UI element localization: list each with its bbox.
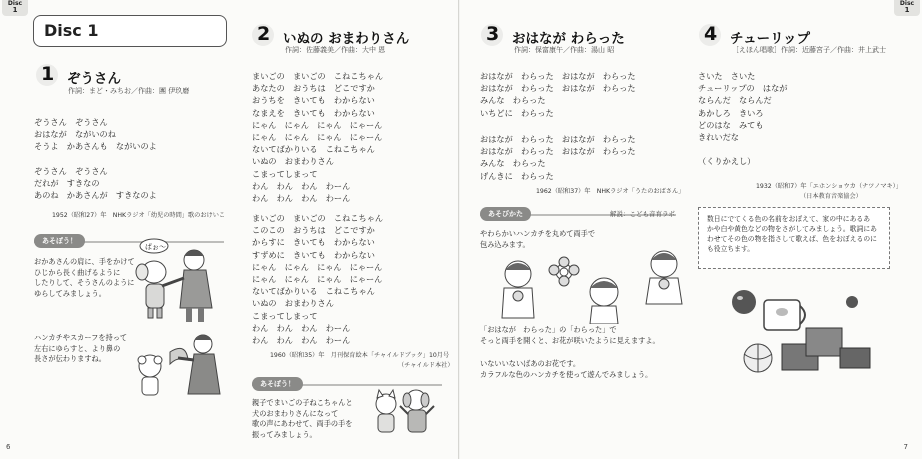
song-lyrics: さいた さいた チューリップの はなが ならんだ ならんだ あかしろ きいろ どのはな みても きれいだな （くりかえし） bbox=[698, 71, 788, 167]
song-number: 4 bbox=[704, 23, 718, 45]
elephant-parent-illustration bbox=[132, 238, 227, 326]
activity-text: 親子でまいごの子ねこちゃんと 犬のおまわりさんになって 歌の声にあわせて、両手の手を 振ってみましょう。 bbox=[252, 398, 353, 439]
asobo-label: あそぼう！ bbox=[34, 234, 85, 248]
song-note: 1962（昭和37）年 NHKラジオ「うたのおばさん」 bbox=[536, 188, 685, 195]
song-title: ぞうさん bbox=[67, 71, 121, 87]
song-credit: 作詞：保富康午／作曲：湯山 昭 bbox=[514, 46, 615, 54]
song-title: おはなが わらった bbox=[512, 31, 625, 47]
song-number: 1 bbox=[41, 63, 55, 85]
disc-title: Disc 1 bbox=[44, 21, 99, 40]
song-lyrics: ぞうさん ぞうさん おはなが ながいのね そうよ かあさんも ながいのよ ぞうさん ぞうさん だれが すきなの あのね かあさんが すきなのよ bbox=[34, 117, 157, 201]
right-page bbox=[460, 0, 922, 459]
activity-text: ハンカチやスカーフを持って 左右にゆらすと、より鼻の 長さが伝わりますね。 bbox=[34, 333, 128, 364]
asobo-label: あそぼう！ bbox=[252, 377, 303, 391]
asobo-label: あそびかた bbox=[480, 207, 531, 221]
activity-text: 数日にでてくる色の名前をおぼえて、家の中にあるあ かや白や黄色などの物をさがしてみましょう。歌詞にあ わせてその色の物を指さして歌えば、色をおぼえるのに も役立ちます。 bbox=[707, 215, 877, 253]
song-title: チューリップ bbox=[730, 31, 811, 47]
disc-tab-number: 1 bbox=[904, 6, 910, 14]
disc-tab-right bbox=[894, 0, 920, 16]
activity-text: 「おはなが わらった」の「わらった」で そっと両手を開くと、お花が咲いたように見えますよ。 bbox=[480, 325, 660, 345]
song-note: 1960（昭和35）年 月刊保育絵本「チャイルドブック」10月号 bbox=[270, 352, 450, 359]
song-lyrics: おはなが わらった おはなが わらった おはなが わらった おはなが わらった みんな わらった いちどに わらった bbox=[480, 71, 636, 118]
disc-tab-label: Disc bbox=[7, 0, 23, 7]
song-lyrics: まいごの まいごの こねこちゃん このこの おうちは どこですか からすに きいても わからない すずめに きいても わからない にゃん にゃん にゃん にゃーん にゃん にゃん にゃん にゃーん ないてばかりいる こねこちゃん いぬの おまわりさん こまってしまって わん わん わん わーん わん わん わん わーん bbox=[252, 213, 384, 346]
cat-dog-illustration bbox=[368, 386, 438, 444]
song-note: 1952（昭和27）年 NHKラジオ「幼児の時間」歌のおけいこ bbox=[52, 212, 226, 219]
page-number: 6 bbox=[6, 443, 11, 451]
song-note: （チャイルド本社） bbox=[398, 362, 454, 369]
activity-credit: 解説：こども音育ラボ bbox=[610, 210, 675, 218]
activity-text: おかあさんの肩に、手をかけて ひじから長く曲げるように したりして、そうさんのように ゆらしてみましょう。 bbox=[34, 257, 135, 298]
song-number: 2 bbox=[257, 23, 271, 45]
activity-text: やわらかいハンカチを丸めて両手で 包み込みます。 bbox=[480, 229, 596, 249]
colored-objects-illustration bbox=[730, 282, 880, 378]
disc-tab-left bbox=[2, 0, 28, 16]
song-note: （日本教育音楽協会） bbox=[800, 193, 862, 200]
page-number: 7 bbox=[903, 443, 908, 451]
flower-handkerchief-illustration bbox=[496, 248, 686, 324]
song-credit: 作詞：まど・みちお／作曲：團 伊玖磨 bbox=[68, 87, 190, 95]
left-page bbox=[0, 0, 459, 459]
disc-tab-number: 1 bbox=[12, 6, 18, 14]
song-lyrics: おはなが わらった おはなが わらった おはなが わらった おはなが わらった みんな わらった げんきに わらった bbox=[480, 134, 636, 181]
speech-bubble-text: ぱぉ～ bbox=[145, 243, 166, 251]
song-lyrics: まいごの まいごの こねこちゃん あなたの おうちは どこですか おうちを きいても わからない なまえを きいても わからない にゃん にゃん にゃん にゃーん にゃん にゃん にゃん にゃーん ないてばかりいる こねこちゃん いぬの おまわりさん こまってしまって わん わん わん わーん わん わん わん わーん bbox=[252, 71, 384, 204]
activity-text: いないいないばあのお花です。 カラフルな色のハンカチを使って遊んでみましょう。 bbox=[480, 359, 653, 379]
song-credit: 作詞：佐藤義美／作曲：大中 恩 bbox=[285, 46, 386, 54]
song-note: 1932（昭和7）年「エホンショウカ（ナツノマキ）」 bbox=[756, 183, 902, 190]
disc-tab-label: Disc bbox=[899, 0, 915, 7]
song-credit: ［えほん唱歌］作詞：近藤宮子／作曲：井上武士 bbox=[732, 46, 886, 54]
disc-title-box bbox=[33, 15, 227, 47]
song-title: いぬの おまわりさん bbox=[283, 31, 410, 47]
song-number: 3 bbox=[486, 23, 500, 45]
scarf-play-illustration bbox=[128, 330, 228, 400]
tulip-activity-box bbox=[698, 207, 890, 269]
